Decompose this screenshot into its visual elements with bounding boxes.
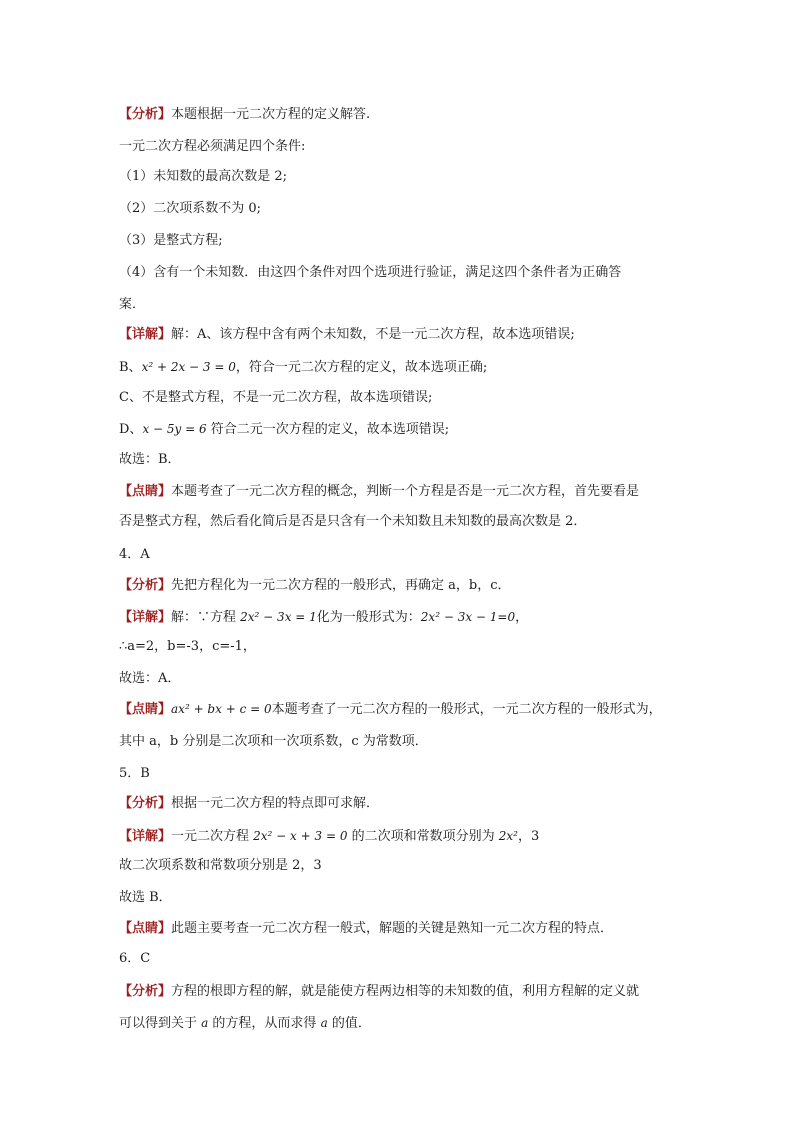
text-line <box>119 420 684 439</box>
section-tag: 【分析】 <box>119 984 172 999</box>
section-tag: 【分析】 <box>119 107 172 122</box>
line-text: 的二次项和常数项分别为 <box>347 829 499 844</box>
line-text: 先把方程化为一元二次方程的一般形式，再确定 a，b，c． <box>171 578 511 593</box>
text-line <box>119 451 684 469</box>
line-text: 解：A、该方程中含有两个未知数，不是一元二次方程，故本选项错误; <box>171 327 575 342</box>
text-line <box>119 670 684 688</box>
math-expression: 2x² <box>498 829 518 843</box>
line-prefix: B、 <box>119 360 142 375</box>
text-line <box>119 513 684 531</box>
text-line <box>119 358 684 377</box>
line-text: 此题主要考查一元二次方程一般式，解题的关键是熟知一元二次方程的特点． <box>171 921 614 936</box>
math-expression: ax² + bx + c = 0 <box>171 702 272 716</box>
line-text: 方程的根即方程的解，就是能使方程两边相等的未知数的值，利用方程解的定义就 <box>171 984 640 999</box>
section-tag: 【分析】 <box>119 578 172 593</box>
line-text: ∴a=2，b=-3，c=-1， <box>119 639 256 654</box>
text-line <box>119 232 684 250</box>
math-expression: a <box>201 1016 209 1030</box>
line-text: 符合二元一次方程的定义，故本选项错误; <box>206 422 450 437</box>
text-line <box>119 168 684 186</box>
line-prefix: 可以得到关于 <box>119 1016 202 1031</box>
text-line <box>119 608 684 627</box>
line-text: （4）含有一个未知数．由这四个条件对四个选项进行验证，满足这四个条件者为正确答 <box>119 265 622 280</box>
math-expression: x² + 2x − 3 = 0 <box>141 360 236 374</box>
math-expression: 2x² − 3x − 1=0 <box>420 610 516 624</box>
text-line <box>119 483 684 501</box>
line-text: 本题考查了一元二次方程的概念，判断一个方程是否是一元二次方程，首先要看是 <box>171 484 640 499</box>
text-line <box>119 200 684 218</box>
text-line <box>119 920 684 938</box>
line-text: 化为一般形式为： <box>316 610 421 625</box>
section-tag: 【点睛】 <box>119 921 172 936</box>
line-prefix: D、 <box>119 422 143 437</box>
line-text: （1）未知数的最高次数是 2; <box>119 169 288 184</box>
text-line <box>119 733 684 751</box>
section-tag: 【详解】 <box>119 327 172 342</box>
line-text: 故二次项系数和常数项分别是 2，3 <box>119 858 322 873</box>
math-expression: a <box>320 1016 328 1030</box>
line-text: 案． <box>119 297 146 312</box>
line-text: 故选 B． <box>119 890 172 905</box>
line-text: 的方程，从而求得 <box>208 1016 321 1031</box>
text-line <box>119 795 684 813</box>
math-expression: x − 5y = 6 <box>142 422 207 436</box>
text-line <box>119 296 684 314</box>
line-text: C、不是整式方程，不是一元二次方程，故本选项错误; <box>119 390 433 405</box>
text-line <box>119 389 684 407</box>
section-tag: 【详解】 <box>119 829 172 844</box>
line-text: 故选：A． <box>119 671 181 686</box>
line-text: 5．B <box>119 766 150 781</box>
line-prefix: 解：∵方程 <box>171 610 241 625</box>
line-text: 6．C <box>119 951 151 966</box>
section-tag: 【分析】 <box>119 796 172 811</box>
section-tag: 【点睛】 <box>119 702 172 717</box>
line-suffix: 的值． <box>327 1016 371 1031</box>
line-text: 其中 a，b 分别是二次项和一次项系数，c 为常数项． <box>119 734 428 749</box>
text-line <box>119 264 684 282</box>
line-text: 本题根据一元二次方程的定义解答. <box>171 107 371 122</box>
math-expression: 2x² − 3x = 1 <box>240 610 317 624</box>
text-line <box>119 546 684 564</box>
line-text: （2）二次项系数不为 0; <box>119 201 262 216</box>
line-suffix: ， <box>515 610 529 625</box>
line-text: 根据一元二次方程的特点即可求解． <box>171 796 380 811</box>
line-text: ，符合一元二次方程的定义，故本选项正确; <box>235 360 488 375</box>
section-tag: 【详解】 <box>119 610 172 625</box>
line-text: 一元二次方程必须满足四个条件: <box>119 139 306 154</box>
text-line <box>119 765 684 783</box>
text-line <box>119 950 684 968</box>
text-line <box>119 857 684 875</box>
text-line <box>119 827 684 846</box>
math-expression: 2x² − x + 3 = 0 <box>253 829 348 843</box>
line-text: 否是整式方程，然后看化简后是否是只含有一个未知数且未知数的最高次数是 2． <box>119 514 587 529</box>
line-text: 4．A <box>119 547 150 562</box>
text-line <box>119 700 684 719</box>
line-text: （3）是整式方程; <box>119 233 223 248</box>
line-text: 故选：B． <box>119 452 181 467</box>
text-line <box>119 106 684 124</box>
section-tag: 【点睛】 <box>119 484 172 499</box>
text-line <box>119 577 684 595</box>
text-line <box>119 889 684 907</box>
line-prefix: 一元二次方程 <box>171 829 254 844</box>
text-line <box>119 326 684 344</box>
line-text: 本题考查了一元二次方程的一般形式，一元二次方程的一般形式为 <box>271 702 649 717</box>
text-line <box>119 138 684 156</box>
line-suffix: ， <box>648 702 662 717</box>
text-line <box>119 1014 684 1033</box>
line-suffix: ，3 <box>517 829 540 844</box>
text-line <box>119 983 684 1001</box>
text-line <box>119 638 684 656</box>
